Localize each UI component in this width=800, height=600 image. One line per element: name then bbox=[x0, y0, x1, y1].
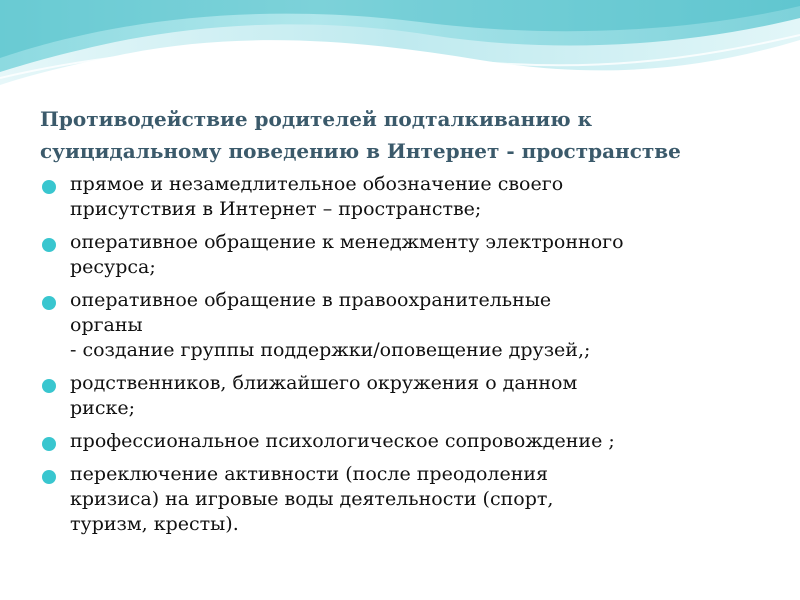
bullet-item bbox=[40, 172, 780, 222]
bullet-text: переключение активности (после преодоления кризиса) на игровые воды деятельности (спорт, туризм, кресты). bbox=[70, 463, 554, 535]
title-line-2: суицидальному поведению в Интернет - пространстве bbox=[40, 139, 681, 163]
title-line-1: Противодействие родителей подталкиванию к bbox=[40, 107, 593, 131]
bullet-item bbox=[40, 230, 780, 280]
bullet-text: профессиональное психологическое сопровождение ; bbox=[70, 430, 615, 452]
decorative-waves bbox=[0, 0, 800, 110]
bullet-dot-icon bbox=[42, 437, 56, 451]
bullet-item bbox=[40, 288, 780, 363]
bullet-dot-icon bbox=[42, 180, 56, 194]
bullet-text: оперативное обращение к менеджменту электронного ресурса; bbox=[70, 231, 624, 278]
bullet-text: родственников, ближайшего окружения о данном риске; bbox=[70, 372, 578, 419]
slide-title bbox=[40, 103, 770, 167]
bullet-item bbox=[40, 371, 780, 421]
bullet-text: оперативное обращение в правоохранительные органы - создание группы поддержки/оповещение друзей,; bbox=[70, 289, 591, 361]
bullet-list bbox=[40, 172, 780, 537]
bullet-text: прямое и незамедлительное обозначение своего присутствия в Интернет – пространстве; bbox=[70, 173, 564, 220]
bullet-item bbox=[40, 462, 780, 537]
bullet-item bbox=[40, 429, 780, 454]
bullet-dot-icon bbox=[42, 470, 56, 484]
bullet-dot-icon bbox=[42, 238, 56, 252]
bullet-dot-icon bbox=[42, 379, 56, 393]
bullet-dot-icon bbox=[42, 296, 56, 310]
